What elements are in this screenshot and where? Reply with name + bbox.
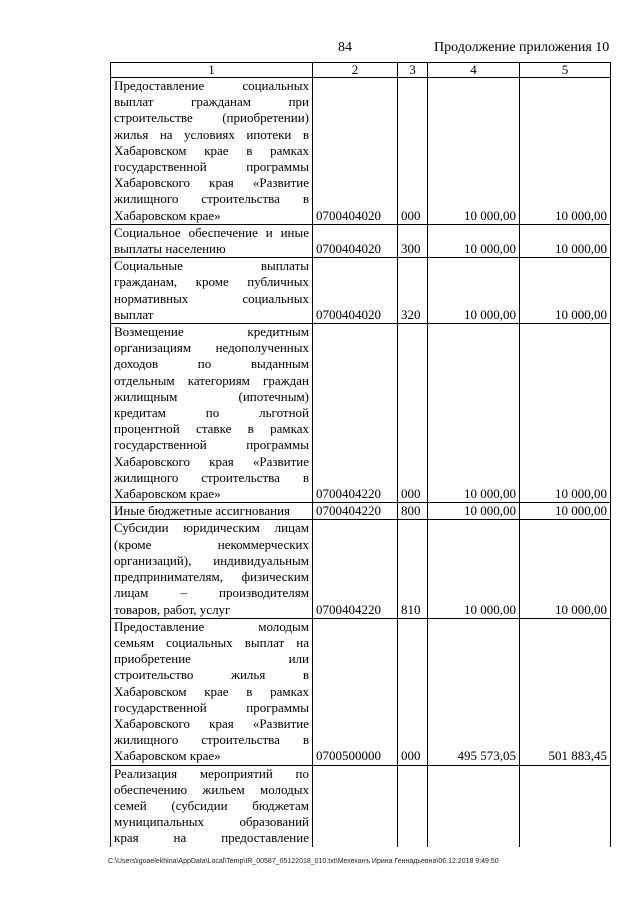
expense-name-line: Реализация мероприятий по [114, 765, 309, 781]
expense-name-line: кредитам по льготной [114, 405, 309, 421]
expense-name-line: нормативных социальных [114, 290, 309, 306]
column-header: 4 [428, 63, 520, 78]
expense-name-line: государственной программы [114, 159, 309, 175]
amount-year-1: 10 000,00 [428, 224, 520, 257]
column-header: 5 [520, 63, 611, 78]
amount-year-1: 495 573,05 [428, 618, 520, 765]
column-header: 2 [313, 63, 398, 78]
expense-type-code: 800 [398, 503, 428, 520]
expense-name-line: жилья на условиях ипотеки в [114, 126, 309, 142]
expense-name [111, 765, 313, 847]
table-row [111, 224, 611, 257]
expense-name-line: Хабаровского края «Развитие [114, 715, 309, 731]
amount-year-2: 10 000,00 [520, 78, 611, 225]
expense-name-line: Хабаровском крае» [114, 748, 221, 764]
expense-name [111, 324, 313, 503]
expense-name-line: края на предоставление [114, 830, 309, 846]
expense-name-line: Социальные выплаты [114, 258, 309, 274]
expense-name-line: гражданам, кроме публичных [114, 274, 309, 290]
target-article-code: 0700404220 [313, 520, 398, 618]
expense-name [111, 503, 313, 520]
amount-year-2: 10 000,00 [520, 520, 611, 618]
amount-year-2 [520, 765, 611, 847]
target-article-code: 0700404020 [313, 258, 398, 324]
expense-name-line: Хабаровского края «Развитие [114, 175, 309, 191]
target-article-code [313, 765, 398, 847]
table-row [111, 258, 611, 324]
amount-year-2: 501 883,45 [520, 618, 611, 765]
expense-name-line: Хабаровском крае» [114, 207, 221, 223]
expense-name-line: выплат гражданам при [114, 94, 309, 110]
amount-year-2: 10 000,00 [520, 224, 611, 257]
amount-year-1: 10 000,00 [428, 324, 520, 503]
expense-name-line: (кроме некоммерческих [114, 536, 309, 552]
amount-year-1 [428, 765, 520, 847]
expense-name-line: Социальное обеспечение и иные [114, 224, 309, 240]
expense-name-line: выплат [114, 306, 154, 322]
expense-name-line: организациям недополученных [114, 340, 309, 356]
table-row [111, 765, 611, 847]
expense-name-line: государственной программы [114, 437, 309, 453]
expense-name-line: приобретение или [114, 651, 309, 667]
target-article-code: 0700404020 [313, 78, 398, 225]
page-number: 84 [338, 40, 352, 55]
expense-type-code: 000 [398, 324, 428, 503]
expense-name-line: государственной программы [114, 699, 309, 715]
expense-name-line: товаров, работ, услуг [114, 601, 231, 617]
expense-name-line: Субсидии юридическим лицам [114, 520, 309, 536]
expense-name-line: доходов по выданным [114, 356, 309, 372]
expense-type-code: 810 [398, 520, 428, 618]
expense-name-line: семей (субсидии бюджетам [114, 797, 309, 813]
expense-name-line: Хабаровском крае в рамках [114, 683, 309, 699]
expense-name-line: организаций), индивидуальным [114, 552, 309, 568]
expense-name-line: жилищным (ипотечным) [114, 388, 309, 404]
table-row [111, 520, 611, 618]
expense-name-line: Иные бюджетные ассигнования [114, 503, 291, 519]
column-number-row [111, 63, 611, 78]
expense-name-line: Предоставление молодым [114, 618, 309, 634]
continuation-label: Продолжение приложения 10 [434, 40, 610, 55]
table-row [111, 503, 611, 520]
expense-type-code [398, 765, 428, 847]
target-article-code: 0700404220 [313, 503, 398, 520]
expense-name-line: предпринимателям, физическим [114, 569, 309, 585]
expense-name-line: Хабаровском крае в рамках [114, 142, 309, 158]
expense-name-line: обеспечению жильем молодых [114, 781, 309, 797]
expense-name-line: жилищного строительства в [114, 469, 309, 485]
expense-name-line: Хабаровского края «Развитие [114, 453, 309, 469]
target-article-code: 0700404020 [313, 224, 398, 257]
column-header: 1 [111, 63, 313, 78]
expense-name [111, 520, 313, 618]
table-row [111, 618, 611, 765]
column-header: 3 [398, 63, 428, 78]
expense-type-code: 000 [398, 618, 428, 765]
target-article-code: 0700404220 [313, 324, 398, 503]
table-row [111, 78, 611, 225]
target-article-code: 0700500000 [313, 618, 398, 765]
expense-name-line: процентной ставке в рамках [114, 421, 309, 437]
expense-name-line: жилищного строительства в [114, 732, 309, 748]
expense-name-line: муниципальных образований [114, 814, 309, 830]
expense-name-line: жилищного строительства в [114, 191, 309, 207]
expense-name-line: Возмещение кредитным [114, 324, 309, 340]
expense-name-line: Предоставление социальных [114, 78, 309, 93]
amount-year-2: 10 000,00 [520, 258, 611, 324]
amount-year-1: 10 000,00 [428, 520, 520, 618]
expense-name [111, 258, 313, 324]
expense-name-line: строительство жилья в [114, 667, 309, 683]
amount-year-2: 10 000,00 [520, 503, 611, 520]
expense-type-code: 000 [398, 78, 428, 225]
expense-type-code: 300 [398, 224, 428, 257]
expense-name-line: Хабаровском крае» [114, 486, 221, 502]
budget-table [110, 62, 611, 847]
expense-name-line: выплаты населению [114, 241, 226, 257]
amount-year-2: 10 000,00 [520, 324, 611, 503]
amount-year-1: 10 000,00 [428, 78, 520, 225]
expense-name [111, 618, 313, 765]
amount-year-1: 10 000,00 [428, 258, 520, 324]
expense-name-line: лицам – производителям [114, 585, 309, 601]
expense-name-line: отдельным категориям граждан [114, 372, 309, 388]
expense-name-line: строительстве (приобретении) [114, 110, 309, 126]
expense-name [111, 78, 313, 225]
expense-name [111, 224, 313, 257]
amount-year-1: 10 000,00 [428, 503, 520, 520]
expense-name-line: семьям социальных выплат на [114, 634, 309, 650]
footer-file-path: C:\Users\igoaelekhina\AppData\Local\Temp\IR_00587_05122018_010.txt\Мехеханъ Ирина Геннадьевна\06.12.2018 9:49:50 [108, 858, 499, 865]
table-row [111, 324, 611, 503]
expense-type-code: 320 [398, 258, 428, 324]
